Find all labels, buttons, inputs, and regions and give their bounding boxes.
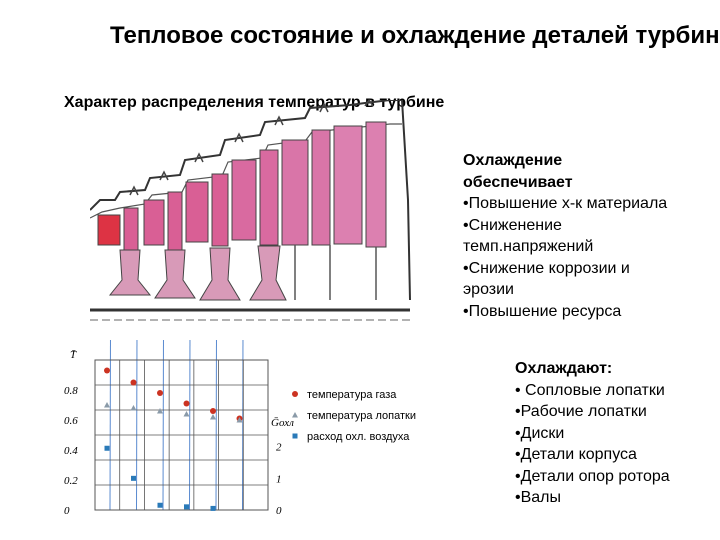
- stage-guide-line: [190, 340, 191, 510]
- gas-temperature-point: [131, 380, 137, 386]
- blade-temperature-point: [131, 405, 137, 411]
- slide-title: Тепловое состояние и охлаждение деталей турбин: [110, 22, 720, 49]
- nozzle-blade-2: [144, 200, 164, 245]
- nozzle-blade-5: [282, 140, 308, 245]
- left-tick-label: 0.8: [64, 385, 78, 397]
- cooling-benefit-item: •Повышение ресурса: [463, 302, 622, 320]
- legend-label: температура газа: [307, 389, 397, 401]
- legend-marker-gas-temperature: [292, 391, 298, 397]
- left-tick-label: 0.4: [64, 445, 78, 457]
- cooling-benefit-item: темп.напряжений: [463, 238, 594, 255]
- blade-temperature-point: [104, 402, 110, 408]
- stage-guide-line: [163, 340, 164, 510]
- data-points: [104, 368, 243, 511]
- temperature-distribution-chart: [50, 340, 450, 520]
- gas-temperature-point: [104, 368, 110, 374]
- left-tick-label: 0.2: [64, 475, 78, 487]
- rotor-blade-6: [366, 122, 386, 247]
- blade-temperature-point: [210, 414, 216, 420]
- right-tick-label: 1: [276, 473, 282, 486]
- stage-guide-line: [110, 340, 111, 510]
- nozzle-blade-4: [232, 160, 256, 240]
- legend-marker-air-flow: [293, 434, 298, 439]
- cooled-part-item: •Диски: [515, 424, 565, 442]
- chart-legend: [292, 389, 416, 443]
- turbine-cross-section-illustration: [90, 100, 420, 345]
- cooling-air-flow-point: [158, 503, 163, 508]
- right-axis-ticks: [276, 442, 282, 517]
- cooling-air-flow-point: [184, 504, 189, 509]
- blade-temperature-point: [157, 408, 163, 414]
- cooled-parts-block: [515, 358, 715, 509]
- cooled-part-item: •Рабочие лопатки: [515, 403, 647, 420]
- cooling-benefits-block: [463, 150, 713, 322]
- cooling-benefit-item: •Повышение х-к материала: [463, 195, 668, 212]
- nozzle-blade-3: [186, 182, 208, 242]
- stage-guide-lines: [110, 340, 244, 510]
- right-axis-label: Ḡохл: [271, 417, 294, 429]
- rotor-blade-4: [260, 150, 278, 245]
- turbine-shaft-rods: [295, 245, 376, 300]
- cooling-air-flow-point: [105, 446, 110, 451]
- blade-temperature-point: [184, 411, 190, 417]
- rotor-blade-3: [212, 174, 228, 246]
- cooled-parts-heading: Охлаждают:: [515, 360, 613, 377]
- cooling-benefit-item: •Сниженение: [463, 216, 562, 234]
- nozzle-blade-1: [98, 215, 120, 245]
- gas-temperature-point: [184, 401, 190, 407]
- nozzle-blade-6: [334, 126, 362, 244]
- stage-guide-line: [137, 340, 138, 510]
- stage-guide-line: [216, 340, 217, 510]
- left-axis-label: T̄: [70, 349, 77, 361]
- gas-temperature-point: [210, 408, 216, 414]
- right-tick-label: 0: [276, 505, 282, 517]
- cooling-air-flow-point: [211, 506, 216, 511]
- rotor-blade-1: [124, 208, 138, 250]
- slide-subtitle: Характер распределения температур в турбине: [64, 94, 445, 111]
- cooling-benefit-item: •Снижение коррозии и: [463, 259, 630, 277]
- legend-marker-blade-temperature: [292, 412, 298, 418]
- cooling-benefits-heading-line2: обеспечивает: [463, 173, 573, 191]
- cooled-part-item: • Сопловые лопатки: [515, 381, 665, 399]
- right-tick-label: 2: [276, 441, 282, 454]
- cooling-benefits-heading-line1: Охлаждение: [463, 152, 563, 169]
- legend-label: температура лопатки: [307, 410, 416, 422]
- rotor-blade-5: [312, 130, 330, 245]
- left-axis-ticks: [64, 385, 78, 517]
- cooled-part-item: •Детали опор ротора: [515, 467, 670, 485]
- cooling-benefit-item: эрозии: [463, 281, 514, 298]
- cooled-part-item: •Детали корпуса: [515, 446, 637, 463]
- left-tick-label: 0: [64, 505, 70, 517]
- legend-label: расход охл. воздуха: [307, 431, 410, 443]
- rotor-blade-2: [168, 192, 182, 250]
- gas-temperature-point: [157, 390, 163, 396]
- left-tick-label: 0.6: [64, 415, 78, 427]
- cooling-air-flow-point: [131, 476, 136, 481]
- chart-grid: [95, 360, 268, 510]
- turbine-disks: [110, 246, 286, 300]
- cooled-part-item: •Валы: [515, 489, 562, 506]
